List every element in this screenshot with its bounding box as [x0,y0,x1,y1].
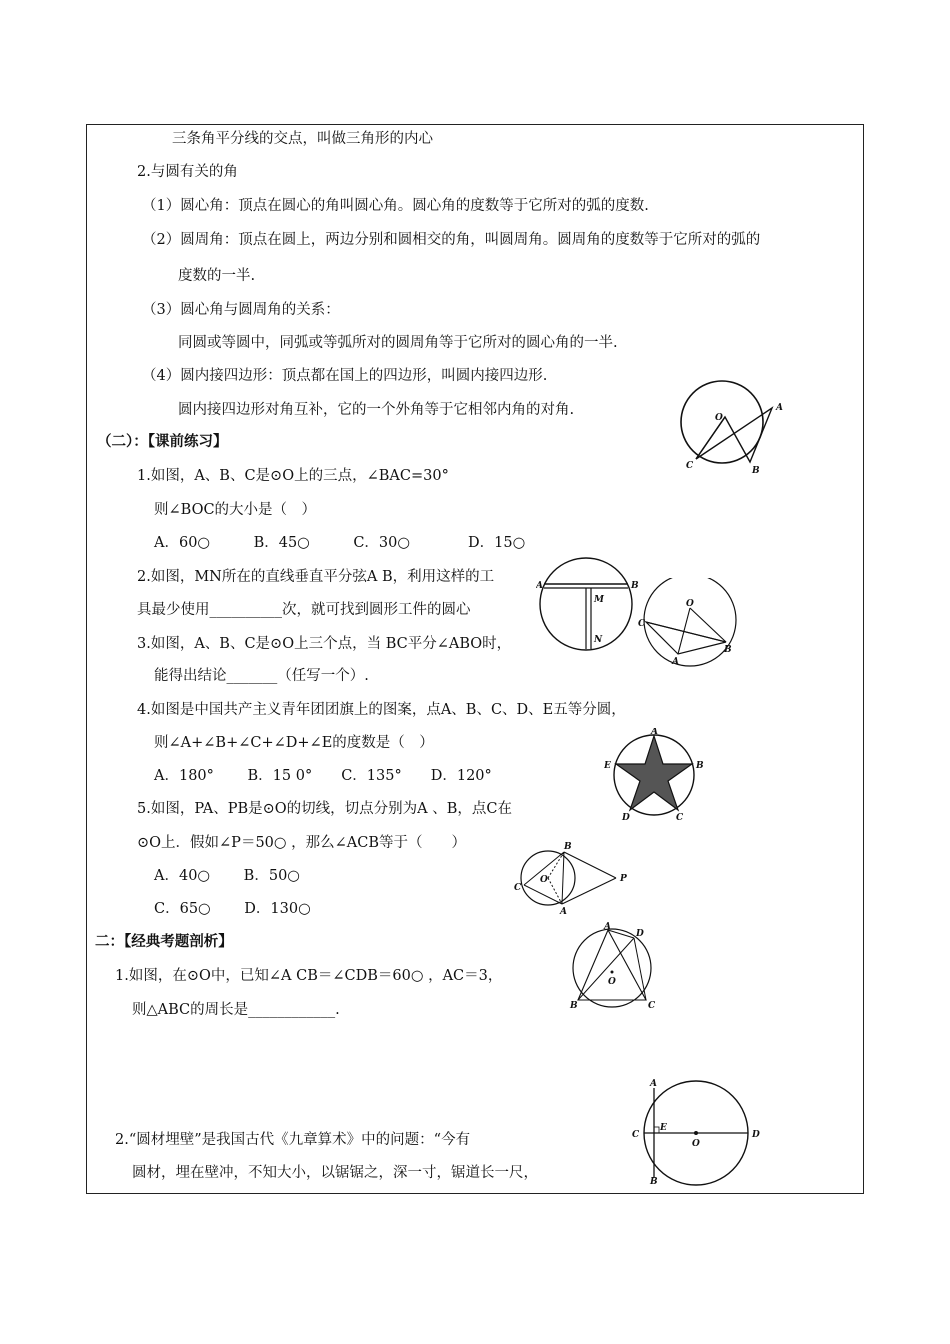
label-O: O [715,413,723,423]
text-line: （1）圆心角：顶点在圆心的角叫圆心角。圆心角的度数等于它所对的弧的度数. [142,198,649,214]
label-O: O [540,875,548,885]
question-text: 则△ABC的周长是____________. [132,1002,340,1018]
label-B: B [570,1001,578,1010]
label-D: D [636,929,644,939]
question-text: 则∠A+∠B+∠C+∠D+∠E的度数是（ ） [154,735,434,751]
label-B: B [752,466,760,476]
question-text: 具最少使用__________次，就可找到圆形工件的圆心 [137,602,471,618]
text-line: 三条角平分线的交点，叫做三角形的内心 [172,131,433,147]
question-text: 则∠BOC的大小是（ ） [154,502,317,518]
text-line: （2）圆周角：顶点在圆上，两边分别和圆相交的角，叫圆周角。圆周角的度数等于它所对的弧的 [142,232,761,248]
label-A: A [560,907,567,917]
question-text: 1.如图，A、B、C是⊙O上的三点，∠BAC=30° [137,468,449,484]
question-text: 圆材，埋在壁冲，不知大小，以锯锯之，深一寸，锯道长一尺， [132,1165,538,1181]
figure-inscribed-angle [672,376,792,476]
section-heading: 2.与圆有关的角 [137,164,238,180]
label-B: B [696,761,704,771]
label-C: C [686,461,694,471]
question-text: 1.如图，在⊙O中，已知∠A CB＝∠CDB＝60○ ，AC＝3， [115,968,503,984]
label-B: B [650,1177,658,1186]
figure-triangle-circle [638,578,744,670]
label-M: M [594,595,604,605]
question-text: 5.如图，PA、PB是⊙O的切线，切点分别为A 、B，点C在 [137,801,513,817]
figure-inscribed-triangle [568,922,660,1010]
figure-tangent-lines [512,840,634,918]
question-text: 4.如图是中国共产主义青年团团旗上的图案，点A、B、C、D、E五等分圆， [137,702,626,718]
label-E: E [604,761,611,771]
label-C: C [638,619,646,629]
answer-options: A．40○ B．50○ [154,868,300,884]
label-A: A [651,728,658,737]
answer-options: C．65○ D．130○ [154,901,311,917]
text-line: （3）圆心角与圆周角的关系： [142,302,340,318]
section-heading: （二）：【课前练习】 [97,433,228,450]
question-text: 能得出结论_______（任写一个）. [154,668,369,684]
text-line: 同圆或等圆中，同弧或等弧所对的圆周角等于它所对的圆心角的一半. [178,335,618,351]
label-A: A [536,581,543,591]
text-line: 度数的一半. [178,268,256,284]
label-A: A [650,1079,657,1089]
label-C: C [676,813,684,822]
label-E: E [660,1123,667,1133]
figure-star-circle [604,728,708,822]
answer-options: A．60○ B．45○ C．30○ D．15○ [154,535,526,551]
label-B: B [631,581,639,591]
text-line: 圆内接四边形对角互补，它的一个外角等于它相邻内角的对角. [178,402,575,418]
figure-t-square [536,556,646,656]
question-text: ⊙O上．假如∠P＝50○ ，那么∠ACB等于（ ） [137,835,467,851]
question-text: 3.如图，A、B、C是⊙O上三个点，当 BC平分∠ABO时， [137,636,512,652]
label-N: N [594,635,603,645]
label-C: C [514,883,522,893]
label-B: B [564,842,572,852]
label-A: A [672,657,679,667]
label-A: A [776,403,783,413]
label-O: O [686,599,694,609]
section-heading: 二：【经典考题剖析】 [95,933,233,950]
label-B: B [724,645,732,655]
answer-options: A．180° B．15 0° C．135° D．120° [154,768,492,784]
label-C: C [648,1001,656,1010]
label-A: A [604,922,611,932]
label-O: O [692,1139,700,1149]
label-P: P [620,874,627,884]
label-C: C [632,1130,640,1140]
figure-diameter-chord [628,1078,768,1186]
question-text: 2.如图，MN所在的直线垂直平分弦A B，利用这样的工 [137,569,495,585]
label-D: D [622,813,630,822]
label-O: O [608,977,616,987]
label-D: D [752,1130,760,1140]
question-text: 2.“圆材埋壁”是我国古代《九章算术》中的问题：“今有 [115,1132,471,1148]
text-line: （4）圆内接四边形：顶点都在国上的四边形，叫圆内接四边形. [142,368,548,384]
